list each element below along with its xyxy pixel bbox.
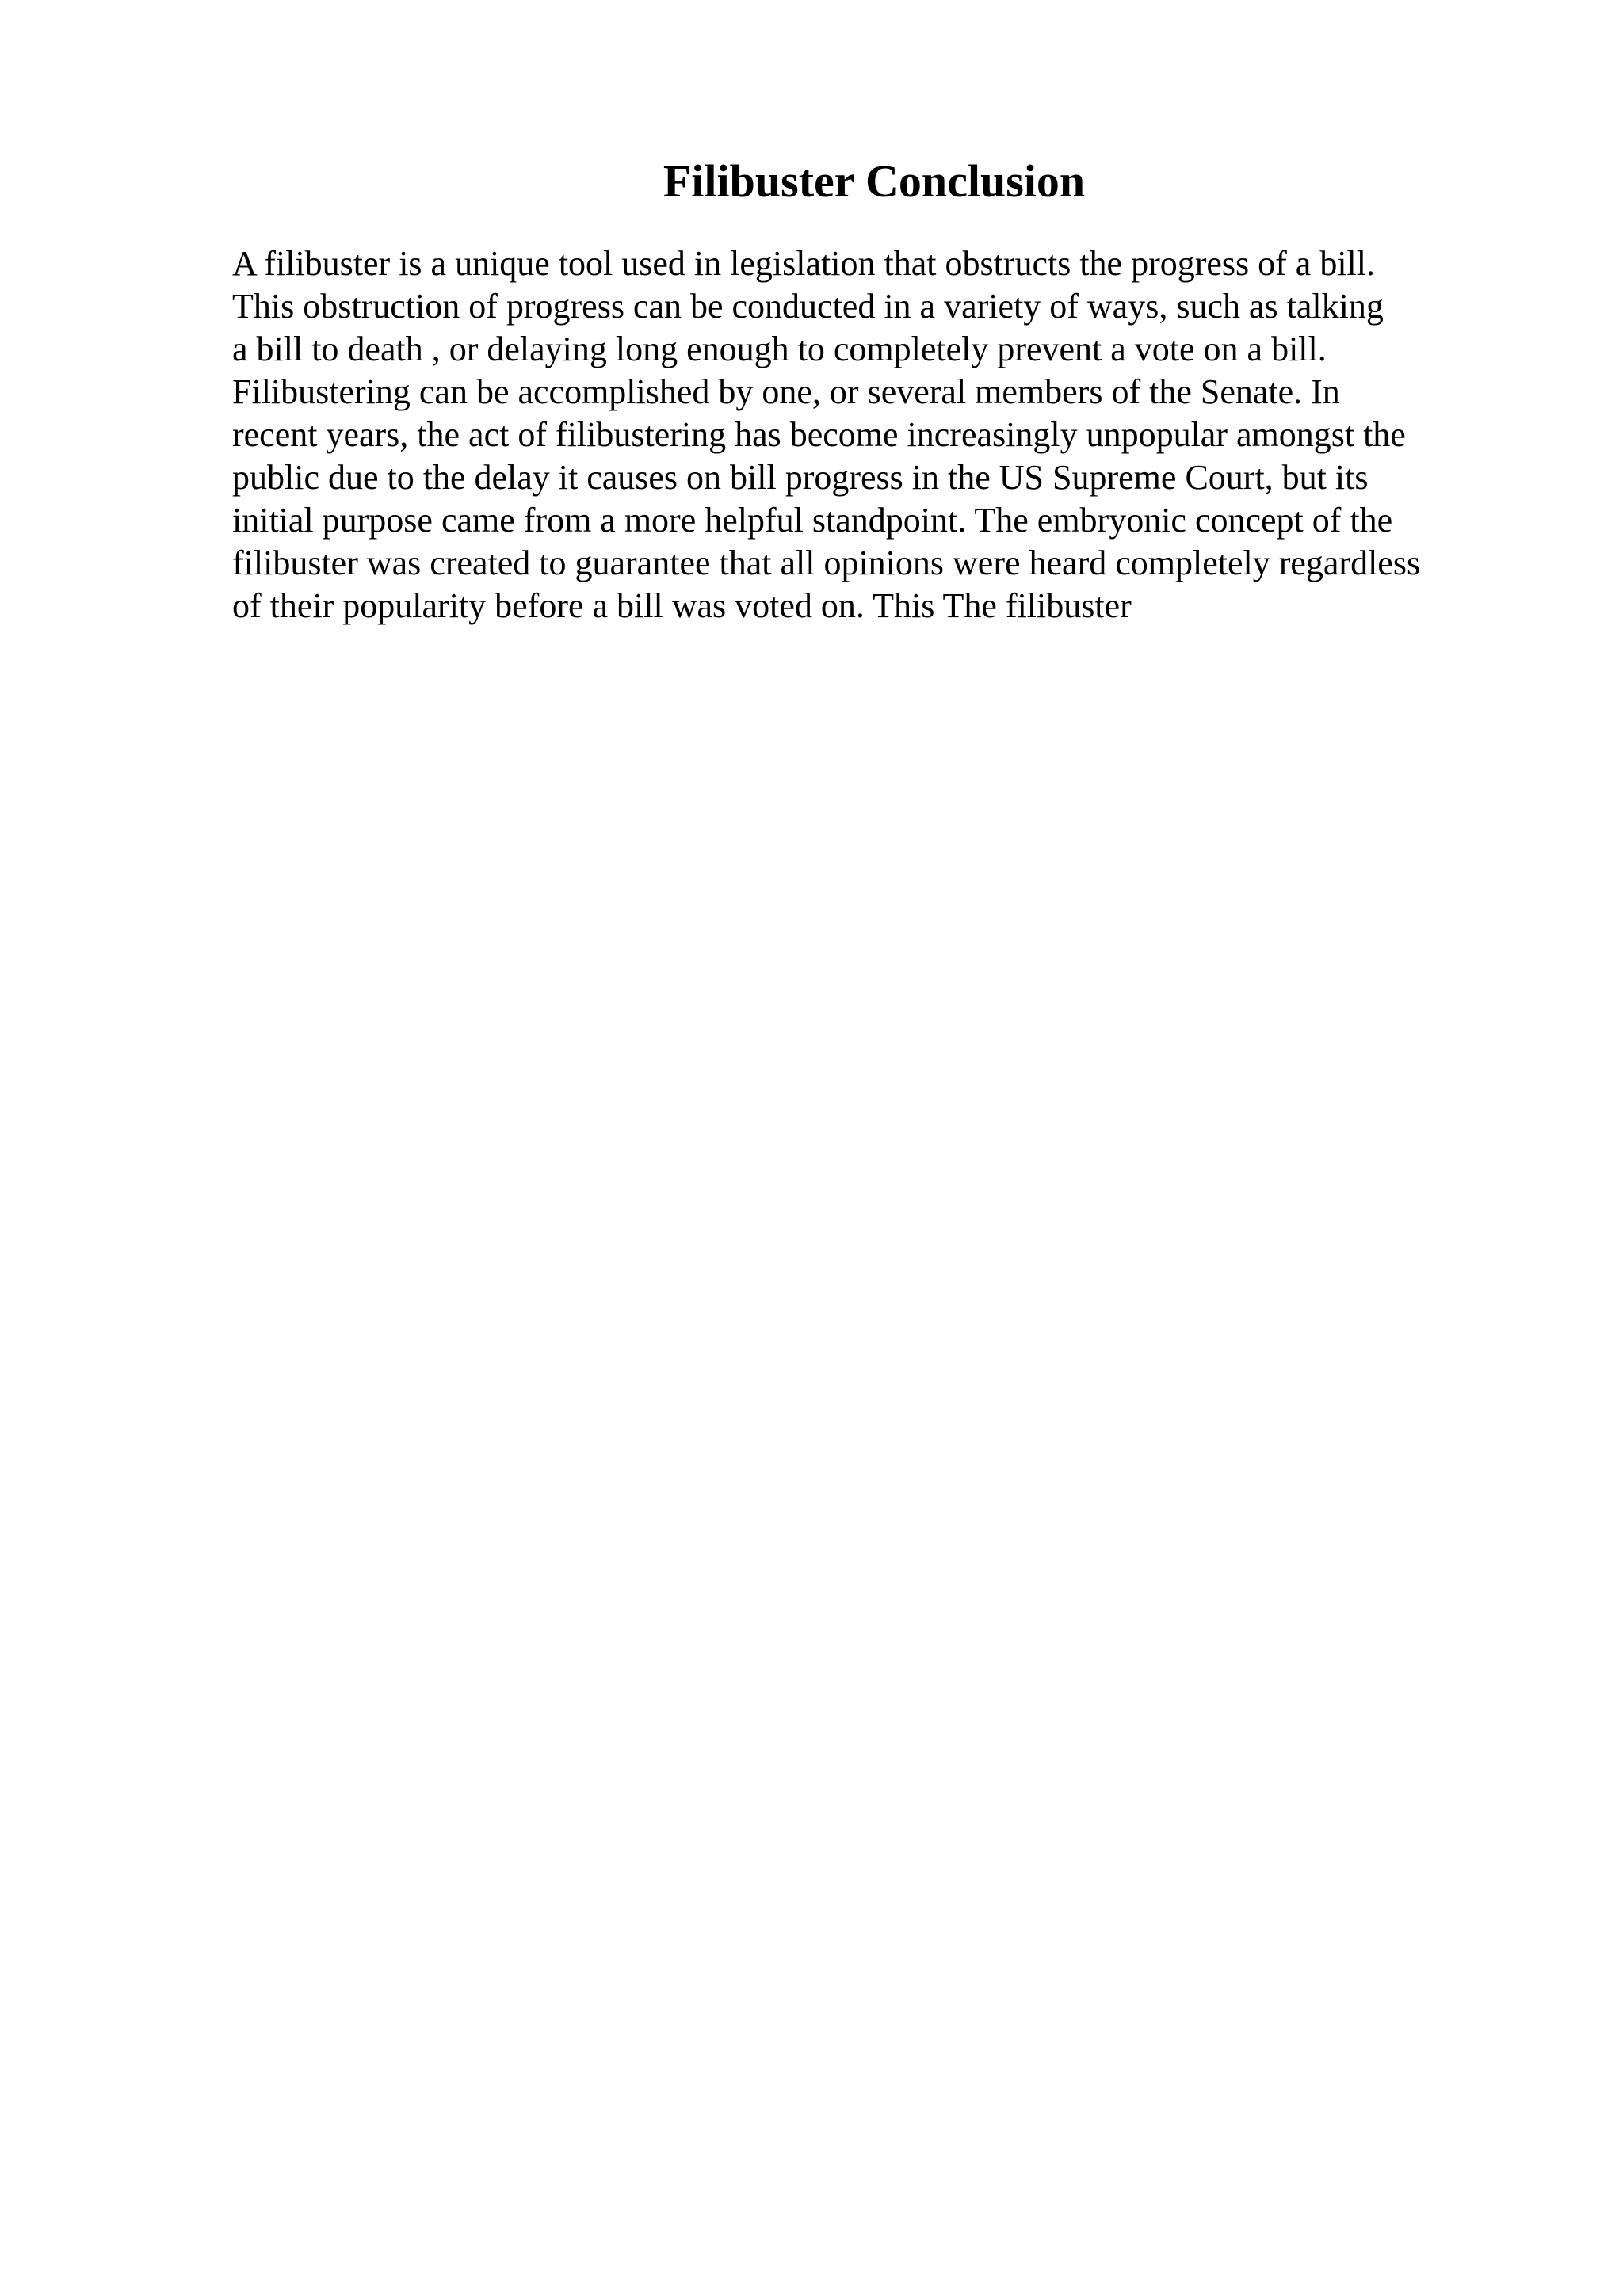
document-body <box>232 242 1579 627</box>
body-line: This obstruction of progress can be conducted in a variety of ways, such as talking <box>232 287 1384 326</box>
body-line: recent years, the act of filibustering has become increasingly unpopular amongst the <box>232 415 1406 454</box>
body-line: Filibustering can be accomplished by one, or several members of the Senate. In <box>232 372 1340 411</box>
body-line: public due to the delay it causes on bill progress in the US Supreme Court, but its <box>232 458 1369 497</box>
body-line: filibuster was created to guarantee that all opinions were heard completely regardless <box>232 543 1421 582</box>
document-title: Filibuster Conclusion <box>663 155 1086 207</box>
body-line: initial purpose came from a more helpful standpoint. The embryonic concept of the <box>232 501 1393 540</box>
body-line: a bill to death , or delaying long enough to completely prevent a vote on a bill. <box>232 330 1327 368</box>
body-line: of their popularity before a bill was voted on. This The filibuster <box>232 586 1132 625</box>
body-line: A filibuster is a unique tool used in legislation that obstructs the progress of a bill. <box>232 244 1376 283</box>
